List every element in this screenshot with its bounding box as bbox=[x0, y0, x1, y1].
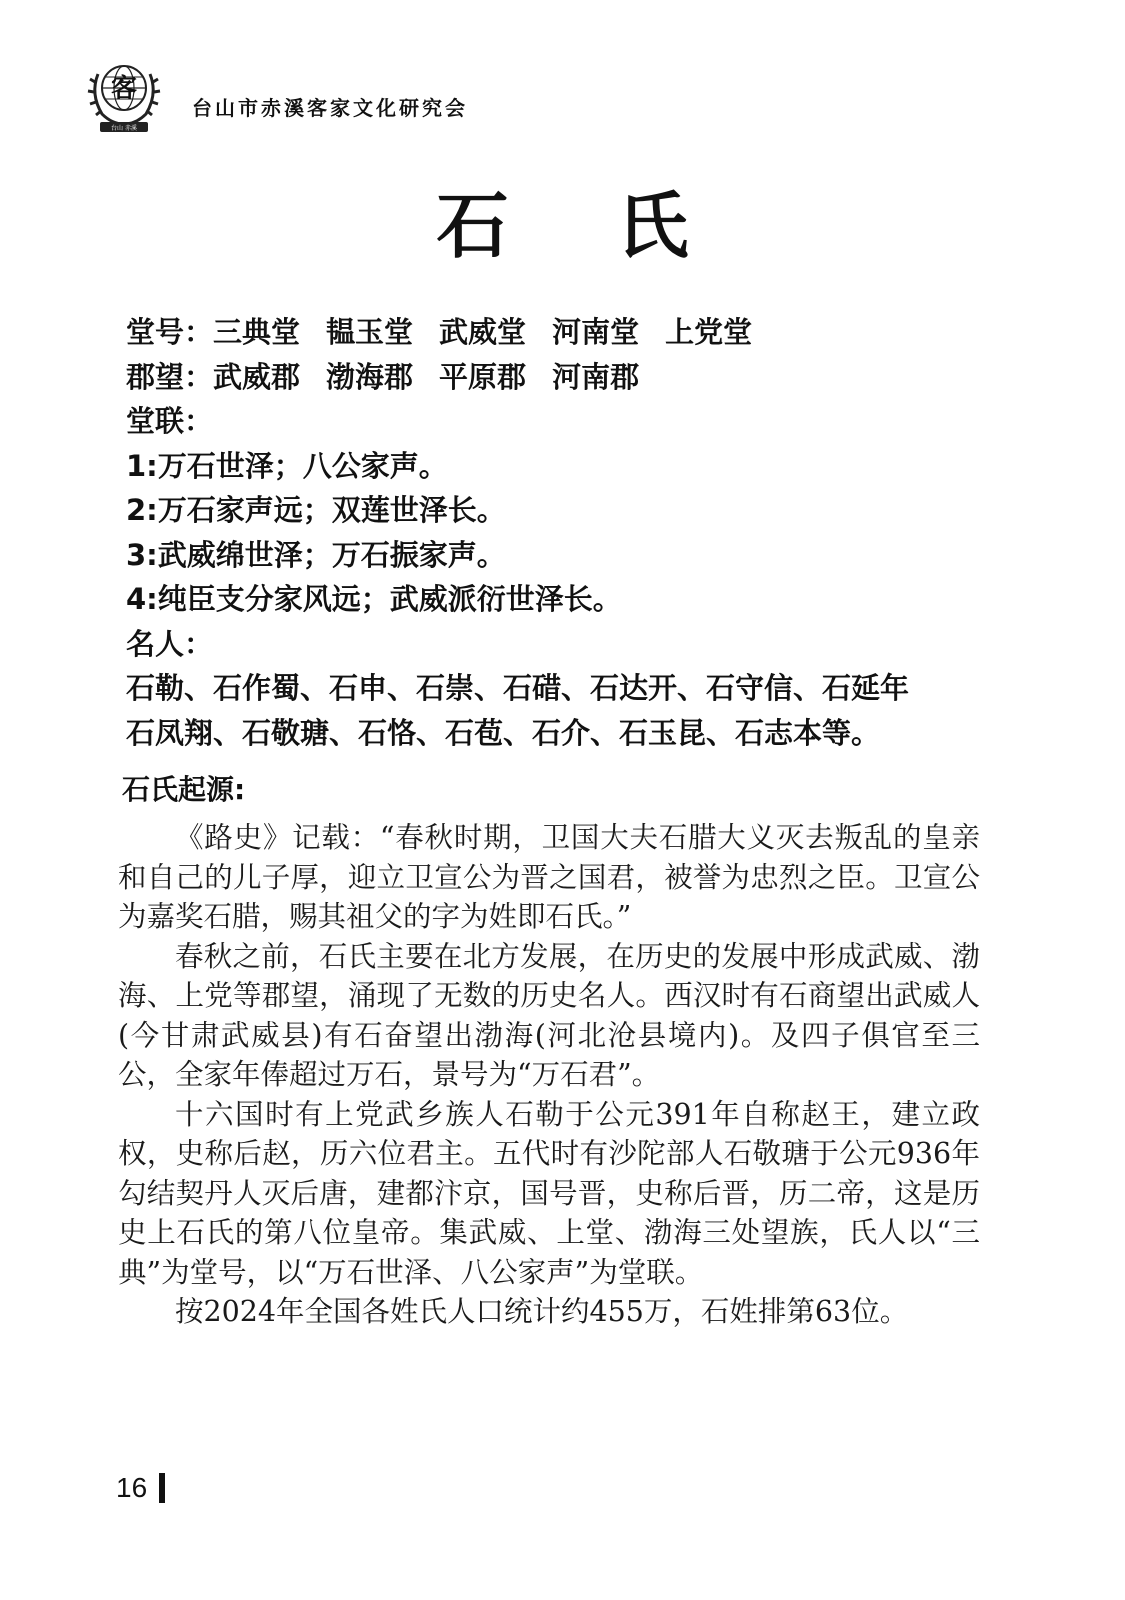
svg-text:台山 赤溪: 台山 赤溪 bbox=[111, 125, 137, 132]
commandery: 渤海郡 bbox=[326, 359, 414, 394]
svg-text:客: 客 bbox=[110, 74, 138, 104]
origin-paragraph: 《路史》记载：“春秋时期，卫国大夫石腊大义灭去叛乱的皇亲和自己的儿子厚，迎立卫宣公为晋之国君，被誉为忠烈之臣。卫宣公为嘉奖石腊，赐其祖父的字为姓即石氏。” bbox=[118, 821, 980, 933]
title-clan-char: 氏 bbox=[616, 183, 689, 268]
clan-info-block bbox=[126, 310, 1006, 755]
hall-names-label: 堂号： bbox=[126, 315, 214, 349]
famous-people-line: 石凤翔、石敬瑭、石恪、石苞、石介、石玉昆、石志本等。 bbox=[126, 715, 881, 750]
couplet-line: 3:武威绵世泽；万石振家声。 bbox=[126, 537, 506, 572]
hall-name: 上党堂 bbox=[665, 315, 753, 349]
origin-paragraph: 十六国时有上党武乡族人石勒于公元391年自称赵王，建立政权，史称后赵，历六位君主。五代时有沙陀部人石敬瑭于公元936年勾结契丹人灭后唐，建都汴京，国号晋，史称后晋，历二帝，这是历史上石氏的第八位皇帝。集武威、上堂、渤海三处望族，氏人以“三典”为堂号，以“万石世泽、八公家声”为堂联。 bbox=[118, 1097, 980, 1289]
page-title bbox=[0, 168, 1125, 272]
commandery: 河南郡 bbox=[552, 359, 640, 394]
hall-name: 三典堂 bbox=[213, 315, 301, 349]
commanderies-line bbox=[126, 355, 1006, 400]
hall-name: 韫玉堂 bbox=[326, 315, 414, 349]
couplets-label: 堂联： bbox=[126, 404, 214, 438]
commanderies-label: 郡望： bbox=[126, 359, 214, 394]
organization-name: 台山市赤溪客家文化研究会 bbox=[192, 96, 468, 120]
origin-paragraph: 春秋之前，石氏主要在北方发展，在历史的发展中形成武威、渤海、上党等郡望，涌现了无数的历史名人。西汉时有石商望出武威人(今甘肃武威县)有石奋望出渤海(河北沧县境内)。及四子俱官至三公，全家年俸超过万石，景号为“万石君”。 bbox=[118, 939, 980, 1091]
origin-body bbox=[118, 818, 980, 1332]
famous-people-label: 名人： bbox=[126, 626, 214, 661]
association-emblem-logo bbox=[84, 54, 164, 134]
couplet-line: 2:万石家声远；双莲世泽长。 bbox=[126, 493, 506, 527]
title-surname-char: 石 bbox=[436, 183, 509, 268]
page-number: 16 bbox=[116, 1472, 148, 1503]
page-marker-bar bbox=[159, 1473, 165, 1503]
origin-heading: 石氏起源: bbox=[122, 773, 246, 806]
couplet-line: 1:万石世泽；八公家声。 bbox=[126, 448, 448, 483]
page-footer bbox=[116, 1472, 165, 1508]
commandery: 武威郡 bbox=[213, 359, 301, 394]
couplet-line: 4:纯臣支分家风远；武威派衍世泽长。 bbox=[126, 582, 622, 616]
famous-people-line: 石勒、石作蜀、石申、石崇、石碏、石达开、石守信、石延年 bbox=[126, 671, 910, 705]
hall-name: 河南堂 bbox=[552, 315, 640, 349]
commandery: 平原郡 bbox=[439, 359, 527, 394]
hall-names-line bbox=[126, 310, 1006, 355]
page-header bbox=[84, 54, 684, 134]
origin-paragraph: 按2024年全国各姓氏人口统计约455万，石姓排第63位。 bbox=[175, 1295, 909, 1328]
hall-name: 武威堂 bbox=[439, 315, 527, 349]
